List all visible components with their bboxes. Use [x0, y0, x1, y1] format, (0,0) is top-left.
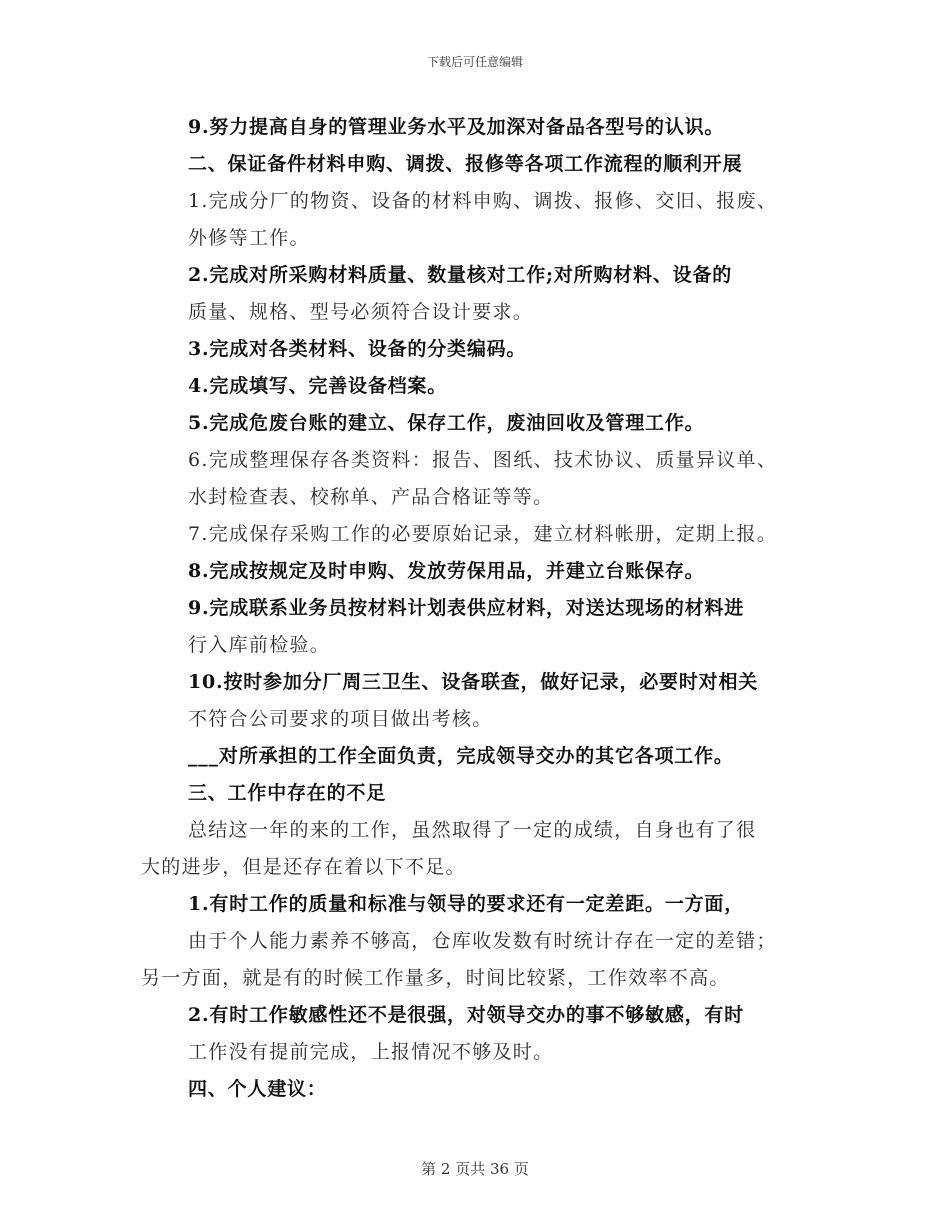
text-line: 7.完成保存采购工作的必要原始记录，建立材料帐册，定期上报。: [188, 523, 778, 545]
text-line: 10.按时参加分厂周三卫生、设备联查，做好记录，必要时对相关: [188, 671, 759, 693]
page-footer: 第 2 页共 36 页: [421, 1160, 529, 1178]
text-line: 2.有时工作敏感性还不是很强，对领导交办的事不够敏感，有时: [188, 1004, 745, 1026]
text-line: 9.努力提高自身的管理业务水平及加深对备品各型号的认识。: [188, 116, 725, 138]
section-heading: 四、个人建议：: [188, 1078, 327, 1100]
section-heading: 二、保证备件材料申购、调拨、报修等各项工作流程的顺利开展: [188, 153, 743, 175]
section-heading: 三、工作中存在的不足: [188, 782, 387, 804]
text-line: 1.有时工作的质量和标准与领导的要求还有一定差距。一方面，: [188, 893, 745, 915]
text-line: ___对所承担的工作全面负责，完成领导交办的其它各项工作。: [188, 745, 734, 767]
text-line: 6.完成整理保存各类资料：报告、图纸、技术协议、质量异议单、: [188, 449, 778, 471]
text-line: 5.完成危废台账的建立、保存工作，废油回收及管理工作。: [188, 412, 705, 434]
text-line: 2.完成对所采购材料质量、数量核对工作;对所购材料、设备的: [188, 264, 733, 286]
text-line: 不符合公司要求的项目做出考核。: [188, 708, 493, 730]
text-line: 外修等工作。: [188, 227, 310, 249]
text-line: 1.完成分厂的物资、设备的材料申购、调拨、报修、交旧、报废、: [188, 190, 778, 212]
text-line: 大的进步，但是还存在着以下不足。: [141, 856, 466, 878]
text-line: 9.完成联系业务员按材料计划表供应材料，对送达现场的材料进: [188, 597, 745, 619]
text-line: 由于个人能力素养不够高，仓库收发数有时统计存在一定的差错；: [188, 930, 777, 952]
text-line: 3.完成对各类材料、设备的分类编码。: [188, 338, 527, 360]
text-line: 总结这一年的来的工作，虽然取得了一定的成绩，自身也有了很: [188, 819, 757, 841]
text-line: 行入库前检验。: [188, 634, 331, 656]
text-line: 8.完成按规定及时申购、发放劳保用品，并建立台账保存。: [188, 560, 705, 582]
text-line: 水封检查表、校称单、产品合格证等等。: [188, 486, 554, 508]
page-header: 下载后可任意编辑: [426, 55, 523, 69]
text-line: 工作没有提前完成，上报情况不够及时。: [188, 1041, 554, 1063]
text-line: 4.完成填写、完善设备档案。: [188, 375, 448, 397]
text-line: 另一方面，就是有的时候工作量多，时间比较紧，工作效率不高。: [141, 967, 730, 989]
text-line: 质量、规格、型号必须符合设计要求。: [188, 301, 534, 323]
